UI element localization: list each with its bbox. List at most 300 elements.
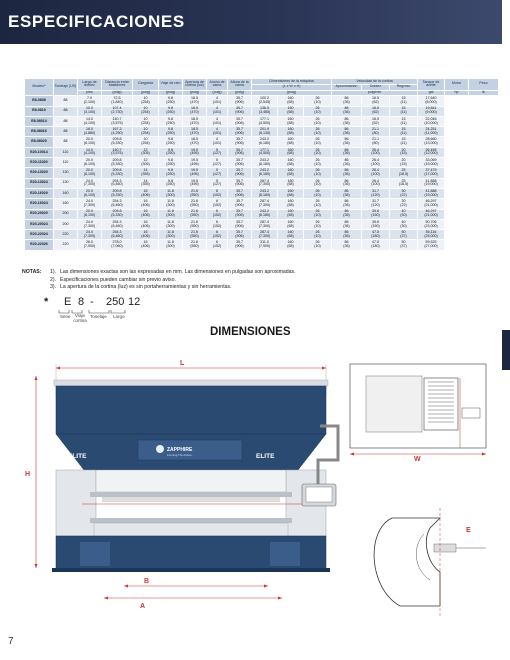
table-cell: 16 (406) bbox=[133, 230, 159, 240]
table-cell: 160 bbox=[54, 199, 78, 209]
table-cell: 12 (305) bbox=[133, 158, 159, 168]
table-cell: 24.0 (7,300) bbox=[78, 199, 102, 209]
table-cell: 5 (127) bbox=[207, 158, 228, 168]
table-cell: 9.8 (250) bbox=[159, 158, 183, 168]
table-cell: 35.7 (906) bbox=[228, 188, 252, 198]
table-row bbox=[25, 127, 499, 137]
table-cell: 254.3 (6,460) bbox=[102, 219, 133, 229]
table-cell: 19.5 (495) bbox=[183, 147, 207, 157]
model-code-star: * bbox=[44, 296, 49, 308]
table-cell: 9.8 (250) bbox=[159, 168, 183, 178]
unit-cell: (pulg) bbox=[133, 90, 159, 96]
table-cell: 31.7 (120) bbox=[362, 188, 390, 198]
model-cell: E20-16020 bbox=[25, 188, 54, 198]
model-cell: E20-10014 bbox=[25, 147, 54, 157]
table-cell: 16 (406) bbox=[133, 219, 159, 229]
table-cell: 14 (355) bbox=[133, 178, 159, 188]
table-cell: 5 (127) bbox=[207, 178, 228, 188]
table-cell: 26.4 (100) bbox=[362, 147, 390, 157]
table-cell: 16.5 (62) bbox=[362, 96, 390, 106]
specifications-table bbox=[24, 78, 499, 251]
table-cell: 33,069 (15,000) bbox=[418, 158, 445, 168]
table-cell: 140.7 (3,575) bbox=[102, 116, 133, 126]
table-row bbox=[25, 137, 499, 147]
table-cell: 50 (37) bbox=[390, 230, 418, 240]
table-cell: 35.7 (906) bbox=[228, 96, 252, 106]
table-cell: 35.7 (906) bbox=[228, 147, 252, 157]
table-cell: 160 (68) bbox=[278, 147, 304, 157]
table-cell: 16 (406) bbox=[133, 209, 159, 219]
table-cell: 160 (68) bbox=[278, 240, 304, 250]
table-cell: 26 (10) bbox=[304, 147, 332, 157]
dimension-A-B bbox=[104, 578, 282, 610]
table-cell: 311.0 (7,900) bbox=[252, 240, 278, 250]
table-cell: 16 (406) bbox=[133, 188, 159, 198]
col-dimensions: Dimensiones de la máquina bbox=[252, 79, 332, 85]
table-cell: 46,297 (21,000) bbox=[418, 209, 445, 219]
table-cell: 243.2 (6,180) bbox=[252, 209, 278, 219]
table-cell: 31.7 (120) bbox=[362, 199, 390, 209]
table-cell: 35.7 (906) bbox=[228, 230, 252, 240]
table-cell: 220 bbox=[54, 230, 78, 240]
table-cell: 88 bbox=[54, 96, 78, 106]
table-cell: 35.7 (906) bbox=[228, 137, 252, 147]
table-cell: 6 (152) bbox=[207, 230, 228, 240]
press-brake-front-view bbox=[52, 380, 330, 572]
table-cell: 160 (68) bbox=[278, 199, 304, 209]
table-cell: 160 (68) bbox=[278, 219, 304, 229]
model-cell: E20-22024 bbox=[25, 230, 54, 240]
table-cell: 110 bbox=[54, 147, 78, 157]
table-cell: 16.0 (4,880) bbox=[78, 127, 102, 137]
table-cell: 86 (36) bbox=[332, 106, 362, 116]
col-stroke: Viaje de ram bbox=[159, 79, 183, 91]
table-cell: 160 (68) bbox=[278, 127, 304, 137]
table-cell: 243.2 (6,180) bbox=[252, 168, 278, 178]
model-cell: E20-11020 bbox=[25, 158, 54, 168]
table-cell: 86 (36) bbox=[332, 209, 362, 219]
table-cell: 19,841 (9,000) bbox=[418, 106, 445, 116]
table-cell: 10.0 (3,100) bbox=[78, 106, 102, 116]
table-cell: 243.2 (6,180) bbox=[252, 188, 278, 198]
table-cell: 30 (22) bbox=[390, 188, 418, 198]
table-cell: 19.5 (495) bbox=[183, 168, 207, 178]
table-cell: 21.6 (550) bbox=[183, 219, 207, 229]
model-cell: E20-13024 bbox=[25, 178, 54, 188]
table-cell: 160 (68) bbox=[278, 137, 304, 147]
table-cell: 18.5 (470) bbox=[183, 137, 207, 147]
unit-cell: (pulg) bbox=[159, 90, 183, 96]
table-cell: 86 (36) bbox=[332, 219, 362, 229]
unit-cell: (pulg) bbox=[252, 90, 332, 96]
table-cell: 26 (10) bbox=[304, 116, 332, 126]
note-text: Especificaciones pueden cambiar sin previo aviso. bbox=[60, 276, 176, 283]
model-code-dash: - bbox=[90, 296, 94, 308]
table-cell: 7.0 (2,100) bbox=[78, 96, 102, 106]
table-row bbox=[25, 199, 499, 209]
table-cell: 88 bbox=[54, 116, 78, 126]
table-cell: 18.5 (470) bbox=[183, 96, 207, 106]
notes-section bbox=[22, 269, 502, 292]
col-motor: Motor bbox=[445, 79, 469, 91]
table-cell: 15 (11) bbox=[390, 116, 418, 126]
unit-cell: pulg/min bbox=[332, 90, 418, 96]
table-cell: 20.0 (6,100) bbox=[78, 209, 102, 219]
table-cell: 6 (152) bbox=[207, 199, 228, 209]
unit-cell: (pulg) bbox=[183, 90, 207, 96]
zapphire-logo: ZAPPHIRE bbox=[167, 447, 193, 453]
table-cell: 4 (101) bbox=[207, 137, 228, 147]
table-cell: 140.7 (3,575) bbox=[102, 147, 133, 157]
model-cell: E8-0808 bbox=[25, 96, 54, 106]
table-cell: 26 (10) bbox=[304, 168, 332, 178]
table-cell: 110 bbox=[54, 158, 78, 168]
col-distance: Distancia entre bastidores bbox=[102, 79, 133, 91]
table-cell: 86 (36) bbox=[332, 168, 362, 178]
table-cell: 254.3 (6,460) bbox=[102, 178, 133, 188]
col-length: Largo de doblez bbox=[78, 79, 102, 91]
table-cell: 160 (68) bbox=[278, 106, 304, 116]
table-cell: 243.2 (6,180) bbox=[252, 158, 278, 168]
table-cell: 16.5 (62) bbox=[362, 106, 390, 116]
dimensions-drawing bbox=[20, 358, 500, 620]
col-throat: Garganta bbox=[133, 79, 159, 91]
table-cell: 12 (305) bbox=[133, 147, 159, 157]
table-cell: 16.5 (62) bbox=[362, 116, 390, 126]
table-cell: 24.0 (7,300) bbox=[78, 230, 102, 240]
table-cell: 160 bbox=[54, 188, 78, 198]
label-B: B bbox=[144, 578, 150, 585]
table-row bbox=[25, 230, 499, 240]
table-cell: 35.7 (906) bbox=[228, 178, 252, 188]
table-cell: 39.6 (150) bbox=[362, 219, 390, 229]
table-cell: 88 bbox=[54, 106, 78, 116]
table-cell: 88 bbox=[54, 137, 78, 147]
table-cell: 14 (355) bbox=[133, 168, 159, 178]
table-row bbox=[25, 188, 499, 198]
table-cell: 9.8 (250) bbox=[159, 178, 183, 188]
table-cell: 10 (254) bbox=[133, 106, 159, 116]
table-cell: 35.7 (906) bbox=[228, 158, 252, 168]
table-cell: 21.6 (550) bbox=[183, 188, 207, 198]
table-cell: 26.0 (7,900) bbox=[78, 240, 102, 250]
table-cell: 40 (30) bbox=[390, 219, 418, 229]
unit-cell: pies bbox=[78, 90, 102, 96]
press-brake-side-view bbox=[374, 508, 486, 616]
table-row bbox=[25, 158, 499, 168]
table-cell: 86 (36) bbox=[332, 199, 362, 209]
table-cell: 86 (36) bbox=[332, 116, 362, 126]
table-cell: 177.1 (4,500) bbox=[252, 116, 278, 126]
table-cell: 26 (10) bbox=[304, 106, 332, 116]
table-cell: 20 (15) bbox=[390, 158, 418, 168]
table-cell: 5 (127) bbox=[207, 168, 228, 178]
table-cell: 10 (254) bbox=[133, 96, 159, 106]
code-label-serie: Serie bbox=[60, 314, 71, 319]
table-cell: 21.6 (550) bbox=[183, 240, 207, 250]
table-cell: 14.0 (4,100) bbox=[78, 116, 102, 126]
table-cell: 9.8 (250) bbox=[159, 137, 183, 147]
table-cell: 26.4 (100) bbox=[362, 178, 390, 188]
table-cell: 24.0 (7,300) bbox=[78, 178, 102, 188]
table-row bbox=[25, 147, 499, 157]
model-cell: E8-0810 bbox=[25, 106, 54, 116]
table-cell: 209.8 (5,330) bbox=[102, 209, 133, 219]
table-cell: 9.8 (250) bbox=[159, 96, 183, 106]
table-cell: 22,046 (10,000) bbox=[418, 116, 445, 126]
table-cell: 28,660 (13,000) bbox=[418, 137, 445, 147]
elite-right: ELITE bbox=[256, 453, 275, 460]
page-number: 7 bbox=[8, 636, 14, 647]
table-cell: 10 (254) bbox=[133, 137, 159, 147]
table-row bbox=[25, 168, 499, 178]
table-cell: 20.0 (6,100) bbox=[78, 137, 102, 147]
model-cell: E20-16024 bbox=[25, 199, 54, 209]
elite-left: ELITE bbox=[68, 453, 87, 460]
table-cell: 177.1 (4,500) bbox=[252, 147, 278, 157]
table-cell: 35.7 (906) bbox=[228, 127, 252, 137]
table-cell: 243.2 (6,180) bbox=[252, 137, 278, 147]
unit-cell: (pulg) bbox=[228, 90, 252, 96]
table-cell: 6 (152) bbox=[207, 188, 228, 198]
unit-cell: gal bbox=[418, 90, 445, 96]
model-cell: E8-08020 bbox=[25, 137, 54, 147]
table-row bbox=[25, 209, 499, 219]
table-cell: 9.8 (250) bbox=[159, 147, 183, 157]
table-cell: 21.6 (550) bbox=[183, 230, 207, 240]
table-cell: 15 (11) bbox=[390, 106, 418, 116]
table-cell: 26.4 (100) bbox=[362, 168, 390, 178]
table-row bbox=[25, 96, 499, 106]
table-cell: 26 (10) bbox=[304, 158, 332, 168]
dims-subheader: (L x W x H) bbox=[252, 84, 332, 90]
zapphire-tagline: Forming The Future bbox=[167, 453, 192, 457]
note-number: 3). bbox=[50, 284, 57, 291]
table-cell: 86 (36) bbox=[332, 188, 362, 198]
table-cell: 287.4 (7,300) bbox=[252, 199, 278, 209]
table-cell: 20 (15) bbox=[390, 147, 418, 157]
table-cell: 16 (406) bbox=[133, 240, 159, 250]
table-cell: 11.8 (300) bbox=[159, 209, 183, 219]
table-cell: 26,455 (12,000) bbox=[418, 147, 445, 157]
table-cell: 160 (68) bbox=[278, 230, 304, 240]
table-cell: 26 (10) bbox=[304, 230, 332, 240]
table-cell: 50 (37) bbox=[390, 240, 418, 250]
table-cell: 86 (36) bbox=[332, 158, 362, 168]
label-L: L bbox=[180, 360, 185, 367]
note-text: La apertura de la cortina (luz) es sin portaherramientas y sin herramientas. bbox=[60, 284, 232, 291]
table-cell: 209.8 (5,330) bbox=[102, 188, 133, 198]
table-cell: 11.8 (300) bbox=[159, 219, 183, 229]
table-cell: 287.4 (7,300) bbox=[252, 230, 278, 240]
table-cell: 254.3 (6,460) bbox=[102, 199, 133, 209]
table-cell: 35.7 (906) bbox=[228, 199, 252, 209]
table-cell: 26.4 (100) bbox=[362, 158, 390, 168]
model-code-serie-num: 8 bbox=[78, 296, 85, 308]
table-cell: 4 (101) bbox=[207, 96, 228, 106]
col-open-height: Apertura de cortina (luz) bbox=[183, 79, 207, 91]
table-row bbox=[25, 106, 499, 116]
col-weight: Peso bbox=[469, 79, 499, 91]
table-cell: 20.0 (6,100) bbox=[78, 188, 102, 198]
model-cell: E20-20020 bbox=[25, 209, 54, 219]
table-cell: 160 (68) bbox=[278, 209, 304, 219]
table-cell: 130 bbox=[54, 178, 78, 188]
table-cell: 160 (68) bbox=[278, 168, 304, 178]
table-cell: 11.8 (300) bbox=[159, 240, 183, 250]
speed-bend: Doblez bbox=[362, 84, 390, 90]
table-cell: 39.6 (150) bbox=[362, 209, 390, 219]
table-cell: 5 (127) bbox=[207, 147, 228, 157]
table-cell: 35.7 (906) bbox=[228, 240, 252, 250]
table-cell: 9.8 (250) bbox=[159, 116, 183, 126]
label-E: E bbox=[466, 527, 471, 534]
table-cell: 17,640 (8,000) bbox=[418, 96, 445, 106]
table-cell: 11.8 (300) bbox=[159, 199, 183, 209]
table-cell: 9.8 (250) bbox=[159, 106, 183, 116]
table-cell: 15 (11) bbox=[390, 137, 418, 147]
table-cell: 160 (68) bbox=[278, 188, 304, 198]
code-label-travel: Viaje cortina bbox=[73, 313, 87, 323]
table-cell: 209.8 (5,330) bbox=[102, 158, 133, 168]
table-cell: 278.0 (7,060) bbox=[102, 240, 133, 250]
table-cell: 160 (68) bbox=[278, 178, 304, 188]
table-cell: 25 (18.5) bbox=[390, 178, 418, 188]
table-cell: 26 (10) bbox=[304, 178, 332, 188]
unit-cell: (pulg) bbox=[102, 90, 133, 96]
table-cell: 26 (10) bbox=[304, 96, 332, 106]
dimension-H bbox=[25, 376, 38, 568]
dimensions-title: DIMENSIONES bbox=[210, 326, 291, 338]
table-cell: 21.6 (550) bbox=[183, 209, 207, 219]
table-cell: 24.0 (7,300) bbox=[78, 219, 102, 229]
table-cell: 20.0 (6,100) bbox=[78, 168, 102, 178]
model-cell: E8-08016 bbox=[25, 127, 54, 137]
table-cell: 25 (18.5) bbox=[390, 168, 418, 178]
table-row bbox=[25, 219, 499, 229]
table-cell: 16 (406) bbox=[133, 199, 159, 209]
table-row bbox=[25, 178, 499, 188]
table-cell: 26 (10) bbox=[304, 219, 332, 229]
table-cell: 35.7 (906) bbox=[228, 219, 252, 229]
note-number: 2). bbox=[50, 276, 57, 283]
table-cell: 160 (68) bbox=[278, 158, 304, 168]
model-code-series: E bbox=[64, 296, 72, 308]
table-cell: 200 bbox=[54, 209, 78, 219]
unit-cell: lb bbox=[469, 90, 499, 96]
table-cell: 86 (36) bbox=[332, 230, 362, 240]
table-cell: 21.1 (80) bbox=[362, 137, 390, 147]
table-cell: 86 (36) bbox=[332, 96, 362, 106]
table-cell: 26 (10) bbox=[304, 188, 332, 198]
col-oil-tank: Tanque de aceite bbox=[418, 79, 445, 91]
table-cell: 14.0 (4,100) bbox=[78, 147, 102, 157]
table-cell: 59,525 (27,000) bbox=[418, 240, 445, 250]
table-cell: 19.5 (495) bbox=[183, 158, 207, 168]
model-cell: E8-08014 bbox=[25, 116, 54, 126]
model-cell: E20-20024 bbox=[25, 219, 54, 229]
unit-cell: (pulg) bbox=[207, 90, 228, 96]
table-cell: 11.8 (300) bbox=[159, 230, 183, 240]
table-cell: 167.3 (4,250) bbox=[102, 127, 133, 137]
table-cell: 209.8 (5,330) bbox=[102, 168, 133, 178]
table-cell: 160 (68) bbox=[278, 96, 304, 106]
label-W: W bbox=[414, 456, 421, 463]
code-label-tonnage: Tonelaje bbox=[90, 314, 107, 319]
table-cell: 160 (68) bbox=[278, 116, 304, 126]
table-cell: 18.5 (470) bbox=[183, 116, 207, 126]
table-cell: 35.7 (906) bbox=[228, 168, 252, 178]
table-cell: 19.5 (495) bbox=[183, 178, 207, 188]
table-cell: 21.1 (80) bbox=[362, 127, 390, 137]
table-cell: 130 bbox=[54, 168, 78, 178]
table-cell: 100.2 (2,545) bbox=[252, 96, 278, 106]
model-code-length: 12 bbox=[128, 296, 141, 308]
note-number: 1). bbox=[50, 269, 57, 275]
model-cell: E20-13020 bbox=[25, 168, 54, 178]
table-cell: 20.0 (6,100) bbox=[78, 158, 102, 168]
table-cell: 4 (101) bbox=[207, 106, 228, 116]
table-cell: 26 (10) bbox=[304, 240, 332, 250]
table-row bbox=[25, 240, 499, 250]
press-brake-top-view bbox=[350, 364, 486, 463]
table-cell: 26 (10) bbox=[304, 199, 332, 209]
table-cell: 88 bbox=[54, 127, 78, 137]
table-cell: 15 (11) bbox=[390, 96, 418, 106]
table-cell: 201.9 (5,130) bbox=[252, 127, 278, 137]
table-cell: 35.7 (906) bbox=[228, 106, 252, 116]
table-cell: 26 (10) bbox=[304, 209, 332, 219]
table-cell: 4 (101) bbox=[207, 127, 228, 137]
table-cell: 6 (152) bbox=[207, 209, 228, 219]
notes-label: NOTAS: bbox=[22, 269, 42, 275]
col-speed: Velocidad de la cortina bbox=[332, 79, 418, 85]
page-header bbox=[0, 0, 510, 44]
table-cell: 18.5 (470) bbox=[183, 127, 207, 137]
table-cell: 24,251 (11,000) bbox=[418, 127, 445, 137]
table-cell: 35.7 (906) bbox=[228, 209, 252, 219]
table-cell: 35.7 (906) bbox=[228, 116, 252, 126]
table-cell: 30 (22) bbox=[390, 199, 418, 209]
table-cell: 18.5 (470) bbox=[183, 106, 207, 116]
table-cell: 40 (30) bbox=[390, 209, 418, 219]
table-cell: 287.4 (7,300) bbox=[252, 178, 278, 188]
table-cell: 136.5 (3,465) bbox=[252, 106, 278, 116]
table-cell: 86 (36) bbox=[332, 178, 362, 188]
col-tonnage: Tonelaje (US) bbox=[54, 79, 78, 96]
speed-return: Regreso bbox=[390, 84, 418, 90]
table-cell: 9.8 (250) bbox=[159, 127, 183, 137]
note-text: Las dimensiones exactas son las expresadas en mm. Las dimensiones en pulgadas son aproximadas. bbox=[60, 269, 296, 275]
code-label-length: Largo bbox=[113, 314, 125, 319]
table-cell: 86 (36) bbox=[332, 137, 362, 147]
table-cell: 41,888 (19,000) bbox=[418, 178, 445, 188]
table-cell: 10 (254) bbox=[133, 116, 159, 126]
table-cell: 86 (36) bbox=[332, 127, 362, 137]
table-cell: 15 (11) bbox=[390, 127, 418, 137]
table-cell: 86 (36) bbox=[332, 147, 362, 157]
table-cell: 4 (101) bbox=[207, 116, 228, 126]
table-cell: 46,297 (21,000) bbox=[418, 199, 445, 209]
model-code-tonnage: 250 bbox=[106, 296, 125, 308]
side-tab bbox=[502, 0, 510, 660]
table-cell: 47.5 (180) bbox=[362, 240, 390, 250]
table-cell: 107.4 (2,730) bbox=[102, 106, 133, 116]
model-cell: E20-22026 bbox=[25, 240, 54, 250]
table-cell: 254.3 (6,460) bbox=[102, 230, 133, 240]
table-cell: 26 (10) bbox=[304, 127, 332, 137]
table-cell: 287.4 (7,300) bbox=[252, 219, 278, 229]
